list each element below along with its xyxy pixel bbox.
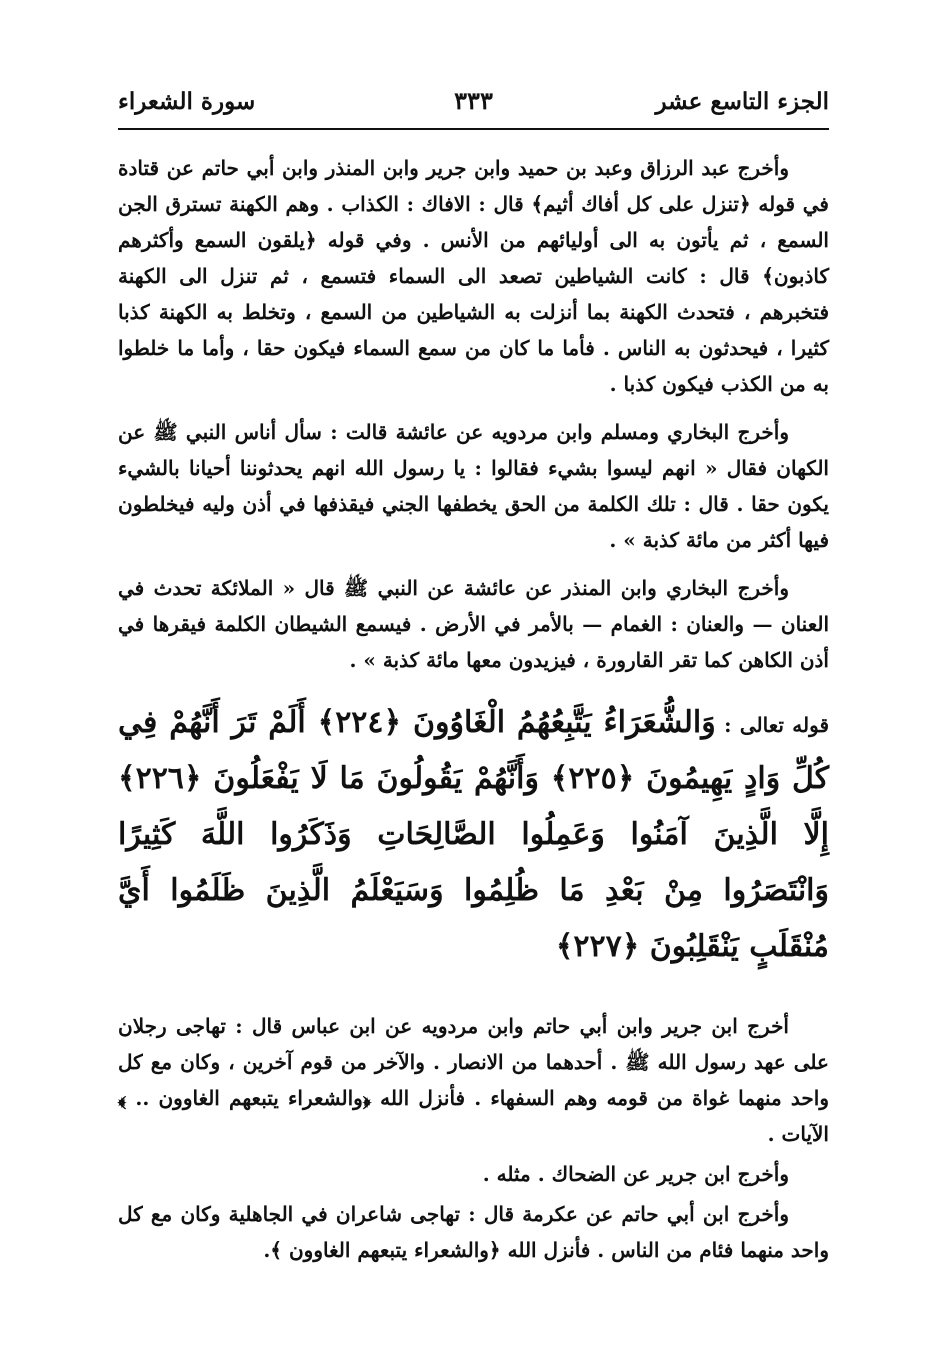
paragraph-6: وأخرج ابن أبي حاتم عن عكرمة قال : تهاجى شاعران في الجاهلية وكان مع كل واحد منهما فئام من الناس . فأنزل الله ﴿والشعراء يتبعهم الغاوون ﴾. — [118, 1202, 829, 1262]
page-header — [118, 84, 829, 124]
paragraph-2: وأخرج البخاري ومسلم وابن مردويه عن عائشة قالت : سأل أناس النبي ﷺ عن الكهان فقال « انهم ليسوا بشيء فقالوا : يا رسول الله انهم يحدثوننا أحيانا بالشيء يكون حقا . قال : تلك الكلمة من الحق يخطفها الجني فيقذفها في أذن وليه فيخلطون فيها أكثر من مائة كذبة » . — [118, 420, 829, 552]
paragraph-4: أخرج ابن جرير وابن أبي حاتم وابن مردويه عن ابن عباس قال : تهاجى رجلان على عهد رسول الله ﷺ . أحدهما من الانصار . والآخر من قوم آخرين ، وكان مع كل واحد منهما غواة من قومه وهم السفهاء . فأنزل الله ﴿والشعراء يتبعهم الغاوون .. ﴾ الآيات . — [118, 1014, 829, 1146]
verse-text: وَالشُّعَرَاءُ يَتَّبِعُهُمُ الْغَاوُونَ ﴿٢٢٤﴾ أَلَمْ تَرَ أَنَّهُمْ فِي كُلِّ وَادٍ يَهِيمُونَ ﴿٢٢٥﴾ وَأَنَّهُمْ يَقُولُونَ مَا لَا يَفْعَلُونَ ﴿٢٢٦﴾ إِلَّا الَّذِينَ آمَنُوا وَعَمِلُوا الصَّالِحَاتِ وَذَكَرُوا اللَّهَ كَثِيرًا وَانْتَصَرُوا مِنْ بَعْدِ مَا ظُلِمُوا وَسَيَعْلَمُ الَّذِينَ ظَلَمُوا أَيَّ مُنْقَلَبٍ يَنْقَلِبُونَ ﴿٢٢٧﴾ — [118, 705, 829, 964]
paragraph-3: وأخرج البخاري وابن المنذر عن عائشة عن النبي ﷺ قال « الملائكة تحدث في العنان — والعنان : الغمام — بالأمر في الأرض . فيسمع الشيطان الكلمة فيقرها في أذن الكاهن كما تقر القارورة ، فيزيدون معها مائة كذبة » . — [118, 576, 829, 672]
header-divider — [118, 128, 829, 130]
page-body — [118, 150, 829, 1272]
juz-title: الجزء التاسع عشر — [655, 88, 829, 115]
paragraph-1: وأخرج عبد الرزاق وعبد بن حميد وابن جرير وابن المنذر وابن أبي حاتم عن قتادة في قوله ﴿تنزل على كل أفاك أثيم﴾ قال : الافاك : الكذاب . وهم الكهنة تسترق الجن السمع ، ثم يأتون به الى أوليائهم من الأنس . وفي قوله ﴿يلقون السمع وأكثرهم كاذبون﴾ قال : كانت الشياطين تصعد الى السماء فتسمع ، ثم تنزل الى الكهنة فتخبرهم ، فتحدث الكهنة بما أنزلت به الشياطين من السمع ، وتخلط به الكهنة كذبا كثيرا ، فيحدثون به الناس . فأما ما كان من سمع السماء فيكون حقا ، وأما ما خلطوا به من الكذب فيكون كذبا . — [118, 156, 830, 396]
paragraph-5: وأخرج ابن جرير عن الضحاك . مثله . — [482, 1162, 789, 1186]
page-number: ٣٣٣ — [454, 86, 493, 115]
surah-title: سورة الشعراء — [118, 88, 256, 115]
verse-intro: قوله تعالى : — [724, 713, 830, 737]
quran-verse-block — [118, 696, 829, 976]
